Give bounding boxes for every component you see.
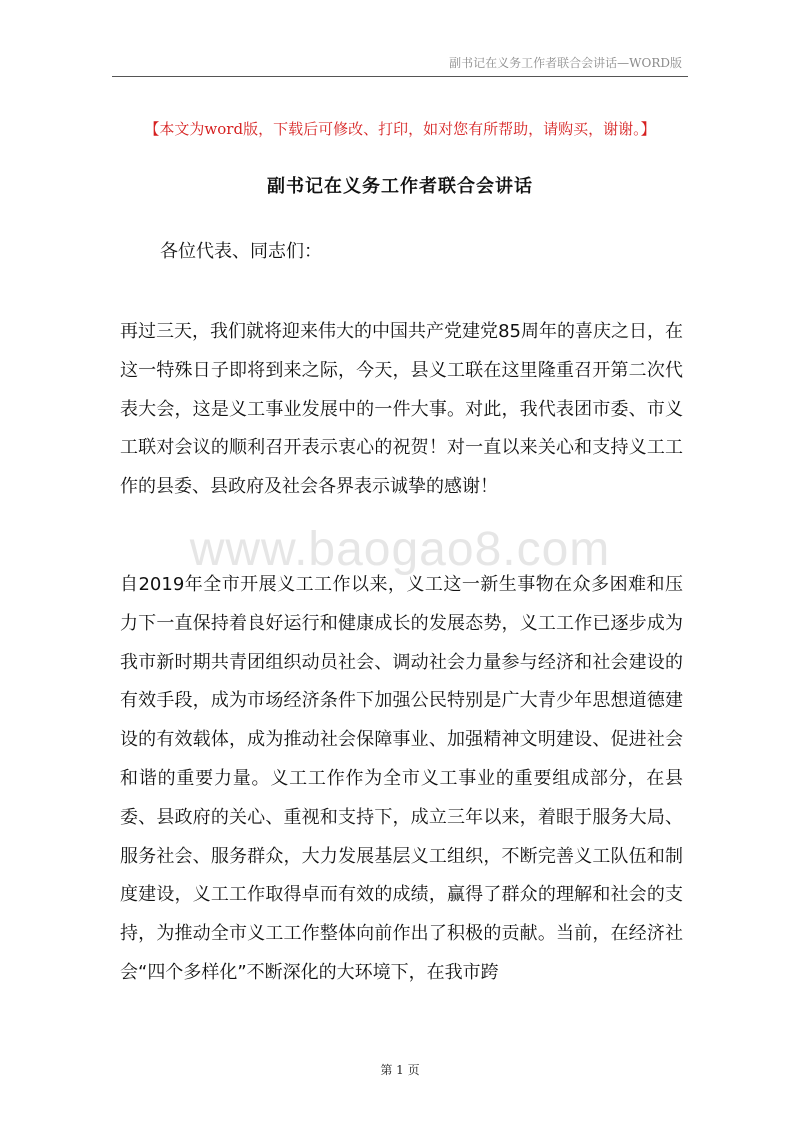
document-title: 副书记在义务工作者联合会讲话 [267, 176, 533, 197]
watermark: www.baogao8.com [189, 523, 611, 576]
page-number: 第 1 页 [380, 1063, 420, 1077]
salutation: 各位代表、同志们： [160, 241, 322, 262]
running-header-title: 副书记在义务工作者联合会讲话—WORD版 [449, 56, 682, 70]
purchase-notice: 【本文为word版，下载后可修改、打印，如对您有所帮助，请购买，谢谢。】 [144, 120, 656, 138]
body-paragraph-2: 自2019年全市开展义工工作以来，义工这一新生事物在众多困难和压力下一直保持着良好运行和健康成长的发展态势，义工工作已逐步成为我市新时期共青团组织动员社会、调动社会力量参与经济和社会建设的有效手段，成为市场经济条件下加强公民特别是广大青少年思想道德建设的有效载体，成为推动社会保障事业、加强精神文明建设、促进社会和谐的重要力量。义工工作作为全市义工事业的重要组成部分，在县委、县政府的关心、重视和支持下，成立三年以来，着眼于服务大局、服务社会、服务群众，大力发展基层义工组织，不断完善义工队伍和制度建设，义工工作取得卓而有效的成绩，赢得了群众的理解和社会的支持，为推动全市义工工作整体向前作出了积极的贡献。当前，在经济社会“四个多样化”不断深化的大环境下，在我市跨 [120, 574, 683, 983]
body-paragraph-1: 再过三天，我们就将迎来伟大的中国共产党建党85周年的喜庆之日，在这一特殊日子即将到来之际，今天，县义工联在这里隆重召开第二次代表大会，这是义工事业发展中的一件大事。对此，我代表团市委、市义工联对会议的顺利召开表示衷心的祝贺！对一直以来关心和支持义工工作的县委、县政府及社会各界表示诚挚的感谢！ [120, 321, 683, 498]
header-divider [112, 76, 688, 77]
